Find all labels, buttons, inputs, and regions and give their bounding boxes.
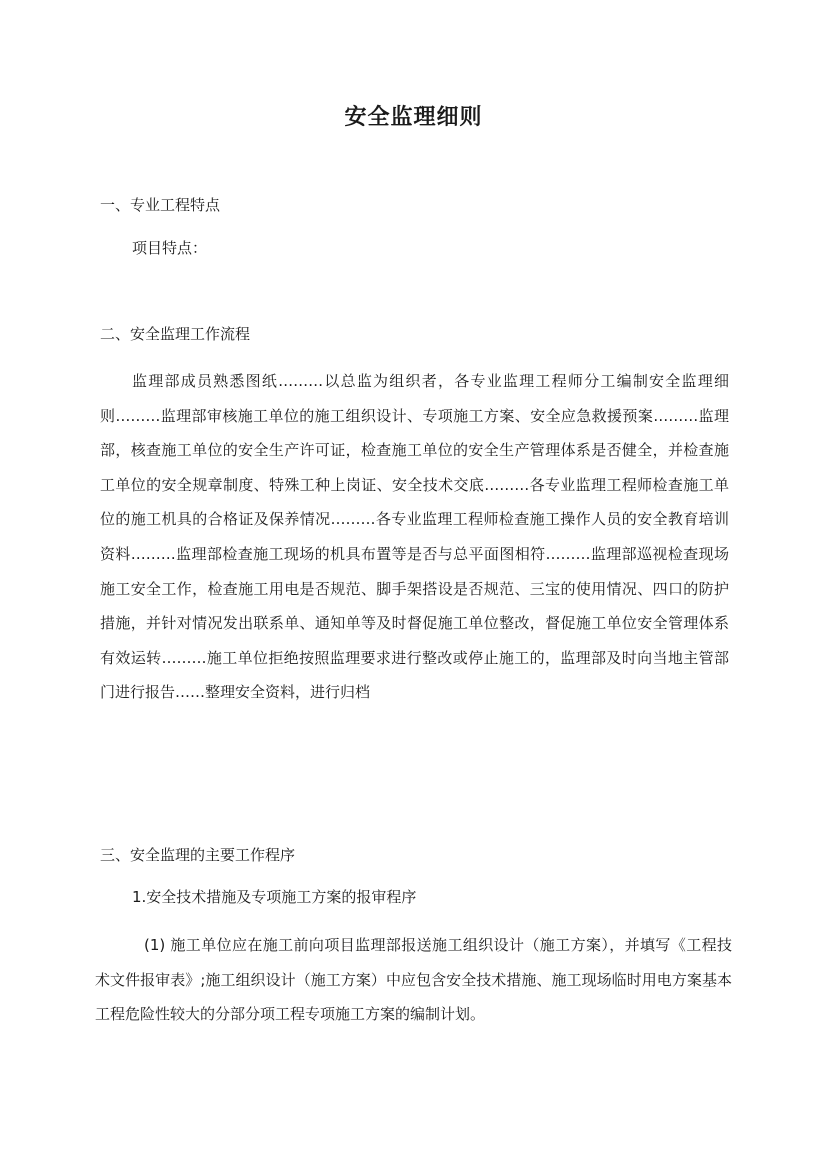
section-2-paragraph: 监理部成员熟悉图纸………以总监为组织者，各专业监理工程师分工编制安全监理细则………监理部审核施工单位的施工组织设计、专项施工方案、安全应急救援预案………监理部，核查施工单位的安全生产许可证，检查施工单位的安全生产管理体系是否健全，并检查施工单位的安全规章制度、特殊工种上岗证、安全技术交底………各专业监理工程师检查施工单位的施工机具的合格证及保养情况………各专业监理工程师检查施工操作人员的安全教育培训资料………监理部检查施工现场的机具布置等是否与总平面图相符………监理部巡视检查现场施工安全工作，检查施工用电是否规范、脚手架搭设是否规范、三宝的使用情况、四口的防护措施，并针对情况发出联系单、通知单等及时督促施工单位整改，督促施工单位安全管理体系有效运转………施工单位拒绝按照监理要求进行整改或停止施工的，监理部及时向当地主管部门进行报告……整理安全资料，进行归档 [100, 372, 729, 702]
section-2-heading: 二、安全监理工作流程 [100, 325, 251, 343]
document-title: 安全监理细则 [344, 105, 483, 130]
section-3-subheading: 1.安全技术措施及专项施工方案的报审程序 [132, 888, 417, 906]
section-1-subheading: 项目特点： [132, 239, 208, 257]
section-3-heading: 三、安全监理的主要工作程序 [100, 846, 296, 864]
section-1-heading: 一、专业工程特点 [100, 196, 221, 214]
section-3-paragraph: (1) 施工单位应在施工前向项目监理部报送施工组织设计（施工方案），并填写《工程技术文件报审表》;施工组织设计（施工方案）中应包含安全技术措施、施工现场临时用电方案基本工程危险性较大的分部分项工程专项施工方案的编制计划。 [95, 936, 732, 1024]
